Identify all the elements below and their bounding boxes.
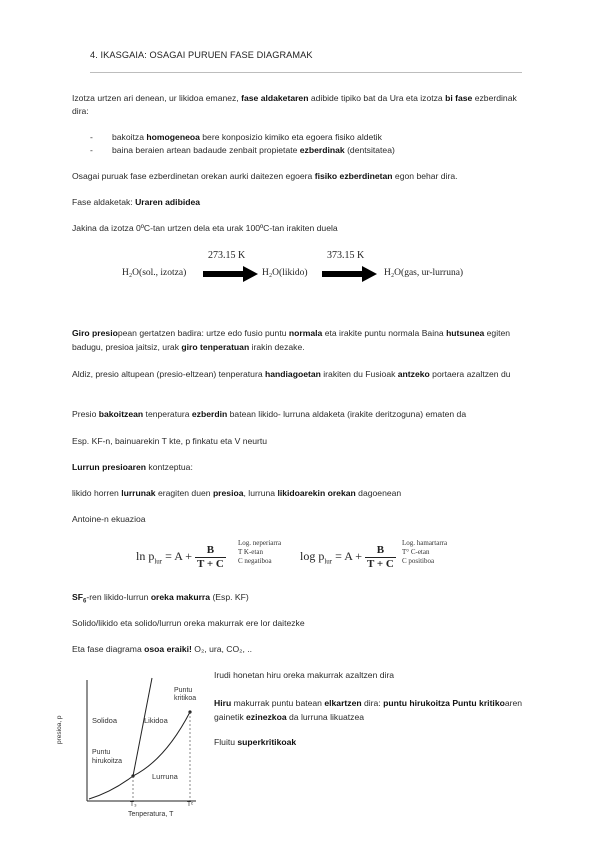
paragraph-melting-boiling: Jakina da izotza 0ºC-tan urtzen dela eta urak 100ºC-tan irakiten duela bbox=[72, 223, 338, 233]
bullet-item: - baina beraien artean badaude zenbait propietate ezberdinak (dentsitatea) bbox=[90, 145, 395, 155]
paragraph-equilibrium: Osagai puruak fase ezberdinetan orekan aurki daitezen egoera fisiko ezberdinetan egon behar dira. bbox=[72, 171, 458, 181]
antoine-equation-log: $\log p_{lur} = A$ + $\frac{B}{T + C}$ bbox=[300, 543, 394, 570]
side-text-curves: Irudi honetan hiru oreka makurrak azaltzen dira bbox=[214, 670, 395, 680]
species-liquid: H₂O(likido) bbox=[262, 268, 308, 278]
paragraph-vapor-pressure: Lurrun presioaren kontzeptua: bbox=[72, 462, 193, 472]
paragraph-phase-diagram: Eta fase diagrama osoa eraiki! O₂, ura, CO₂, .. bbox=[72, 644, 253, 654]
paragraph-high-pressure: Aldiz, presio altupean (presio-eltzean) tenperatura handiagoetan irakiten du Fusioak antzeko portaera azaltzen du bbox=[72, 369, 511, 379]
bullet-item: - bakoitza homogeneoa bere konposizio kimiko eta egoera fisiko aldetik bbox=[90, 132, 382, 142]
species-ice: H₂O(sol., izotza) bbox=[122, 268, 187, 278]
temperature-label-melting: 273.15 K bbox=[208, 250, 246, 261]
paragraph-vapor-definition: likido horren lurrunak eragiten duen presioa, lurruna likidoarekin orekan dagoenean bbox=[72, 488, 402, 498]
paragraph-antoine: Antoine-n ekuazioa bbox=[72, 514, 146, 524]
paragraph-normal-points: Giro presiopean gertatzen badira: urtze edo fusio puntu normala eta irakite puntu normala Baina hutsunea egiten badugu, presioa jaitsiz, urak giro tenperatuan irakin dezake. bbox=[72, 328, 511, 352]
y-axis-label: presioa, p bbox=[56, 715, 63, 744]
temperature-label-boiling: 373.15 K bbox=[327, 250, 365, 261]
intro-paragraph: Izotza urtzen ari denean, ur likidoa emanez, fase aldaketaren adibide tipiko bat da Ura eta izotza bi fase ezberdinak dira: bbox=[72, 93, 517, 116]
paragraph-other-curves: Solido/likido eta solido/lurrun oreka makurrak ere lor daitezke bbox=[72, 618, 305, 628]
side-text-triple-point: Hiru makurrak puntu batean elkartzen dira: puntu hirukoitza Puntu kritikoaren gainetik ezinezkoa da lurruna likuatzea bbox=[214, 698, 523, 722]
paragraph-sf6: $SF_6$-ren likido-lurrun oreka makurra (Esp. KF) bbox=[72, 592, 249, 605]
region-label-liquid: Likidoa bbox=[144, 716, 168, 725]
paragraph-phase-changes: Fase aldaketak: Uraren adibidea bbox=[72, 197, 201, 207]
antoine-equation-ln: $\ln p_{lur} = A$ + $\frac{B}{T + C}$ bbox=[136, 543, 224, 570]
triple-point-temperature-tick: T₃ bbox=[130, 801, 137, 808]
critical-point-label: Puntu kritikoa bbox=[174, 687, 197, 702]
critical-temperature-tick: Tᶜ bbox=[187, 801, 194, 808]
side-text-supercritical: Fluitu superkritikoak bbox=[214, 737, 297, 747]
fusion-curve bbox=[133, 678, 152, 776]
paragraph-boiling: Presio bakoitzean tenperatura ezberdin batean likido- lurruna aldaketa (irakite deritzoguna) ematen da bbox=[72, 409, 467, 419]
region-label-gas: Lurruna bbox=[152, 772, 178, 781]
equation-note-ln: Log. neperiarra T K-etan C negatiboa bbox=[238, 539, 282, 565]
arrow-icon bbox=[203, 265, 259, 283]
region-label-solid: Solidoa bbox=[92, 716, 118, 725]
triple-point-label: Puntu hirukoitza bbox=[92, 749, 122, 765]
equation-note-log: Log. hamartarra T° C-etan C positiboa bbox=[402, 539, 448, 565]
page-header-title: 4. IKASGAIA: OSAGAI PURUEN FASE DIAGRAMAK bbox=[90, 50, 313, 60]
arrow-icon bbox=[322, 265, 378, 283]
header-divider bbox=[90, 72, 522, 73]
sublimation-curve bbox=[89, 776, 133, 799]
x-axis-label: Tenperatura, T bbox=[128, 811, 174, 818]
paragraph-experiment: Esp. KF-n, bainuarekin T kte, p finkatu eta V neurtu bbox=[72, 436, 268, 446]
species-gas: H₂O(gas, ur-lurruna) bbox=[384, 268, 464, 278]
